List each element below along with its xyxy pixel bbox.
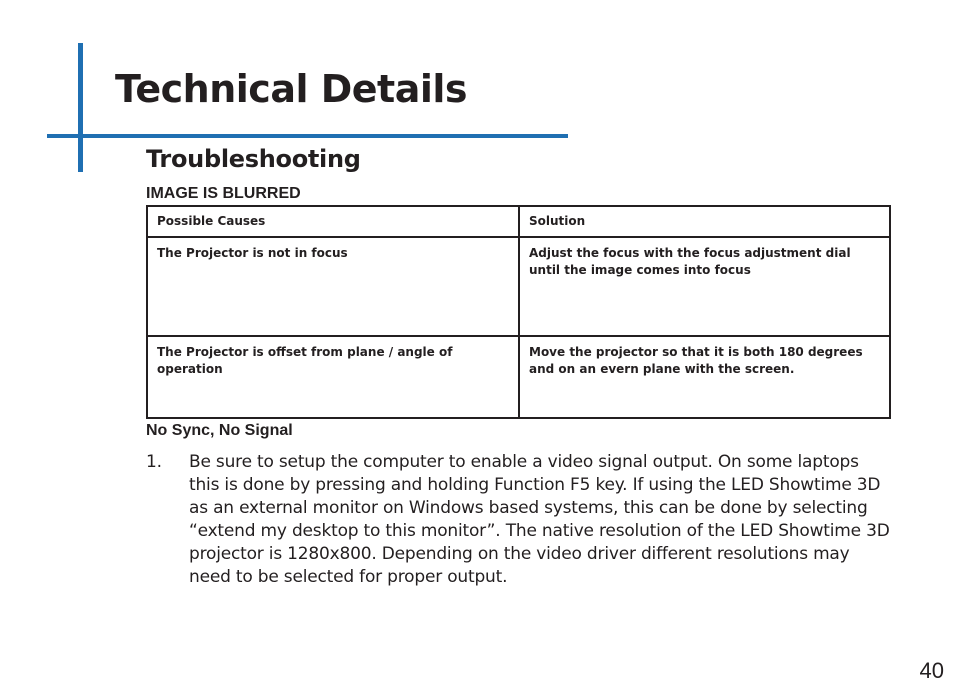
page-title: Technical Details [115,67,468,111]
no-sync-heading: No Sync, No Signal [146,422,293,439]
image-blurred-table [146,205,891,419]
cause-cell: The Projector is offset from plane / angle of operation [147,336,519,418]
step-text: Be sure to setup the computer to enable a video signal output. On some laptops this is done by pressing and holding Function F5 key. If using the LED Showtime 3D as an external monitor on Windows based systems, this can be done by selecting “extend my desktop to this monitor”. The native resolution of the LED Showtime 3D projector is 1280x800. Depending on the video driver different resolutions may need to be selected for proper output. [189,452,890,587]
list-item [146,451,891,589]
solution-cell: Adjust the focus with the focus adjustment dial until the image comes into focus [519,237,890,336]
image-blurred-heading: IMAGE IS BLURRED [146,185,301,202]
title-accent-horizontal-bar [47,134,568,138]
step-number: 1. [146,452,162,472]
column-header-solution: Solution [519,206,890,237]
table-row [147,336,890,418]
cause-cell: The Projector is not in focus [147,237,519,336]
table-header-row [147,206,890,237]
column-header-causes: Possible Causes [147,206,519,237]
no-sync-steps-list [146,451,891,589]
page-number: 40 [919,658,944,683]
solution-cell: Move the projector so that it is both 180 degrees and on an evern plane with the screen. [519,336,890,418]
section-title: Troubleshooting [146,145,361,173]
title-accent-vertical-bar [78,43,83,172]
table-row [147,237,890,336]
